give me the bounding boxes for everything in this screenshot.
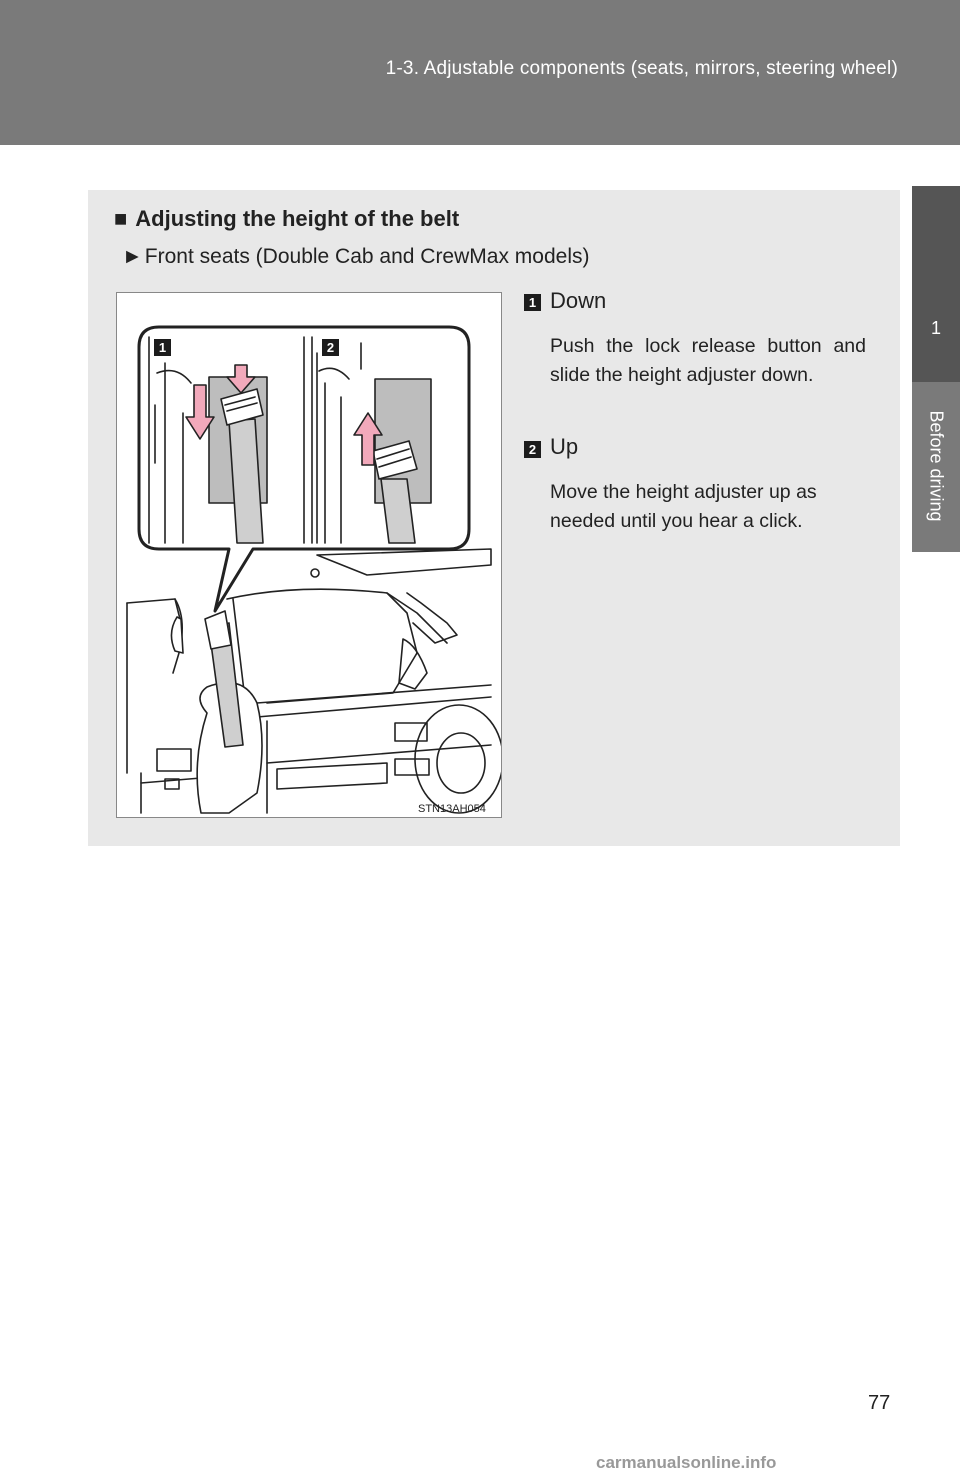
belt-adjuster-illustration	[116, 292, 502, 818]
step-2-badge: 2	[524, 441, 541, 458]
figure-badge-2: 2	[322, 339, 339, 356]
chapter-label: Before driving	[926, 410, 947, 522]
header-title: 1-3. Adjustable components (seats, mirrors, steering wheel)	[385, 58, 898, 79]
figure-code: STN13AH054	[418, 803, 486, 815]
step-2-text: Move the height adjuster up as needed until you hear a click.	[550, 481, 817, 532]
square-bullet-icon: ■	[114, 206, 128, 231]
step-1-text: Push the lock release button and slide the height adjuster down.	[550, 335, 866, 386]
subsection-text: Front seats (Double Cab and CrewMax models)	[144, 245, 590, 268]
figure-badge-1: 1	[154, 339, 171, 356]
step-1-badge: 1	[524, 294, 541, 311]
chapter-tab	[912, 186, 960, 382]
watermark: carmanualsonline.info	[596, 1453, 777, 1472]
chapter-number: 1	[930, 318, 941, 338]
section-title	[114, 206, 459, 232]
section-title-text: Adjusting the height of the belt	[135, 206, 460, 231]
step-1-heading: Down	[550, 288, 607, 313]
illustration-svg	[117, 293, 501, 817]
page-number: 77	[868, 1392, 891, 1414]
subsection-heading	[122, 245, 589, 269]
step-2-heading: Up	[550, 434, 579, 459]
triangle-marker-icon: ►	[122, 245, 143, 268]
